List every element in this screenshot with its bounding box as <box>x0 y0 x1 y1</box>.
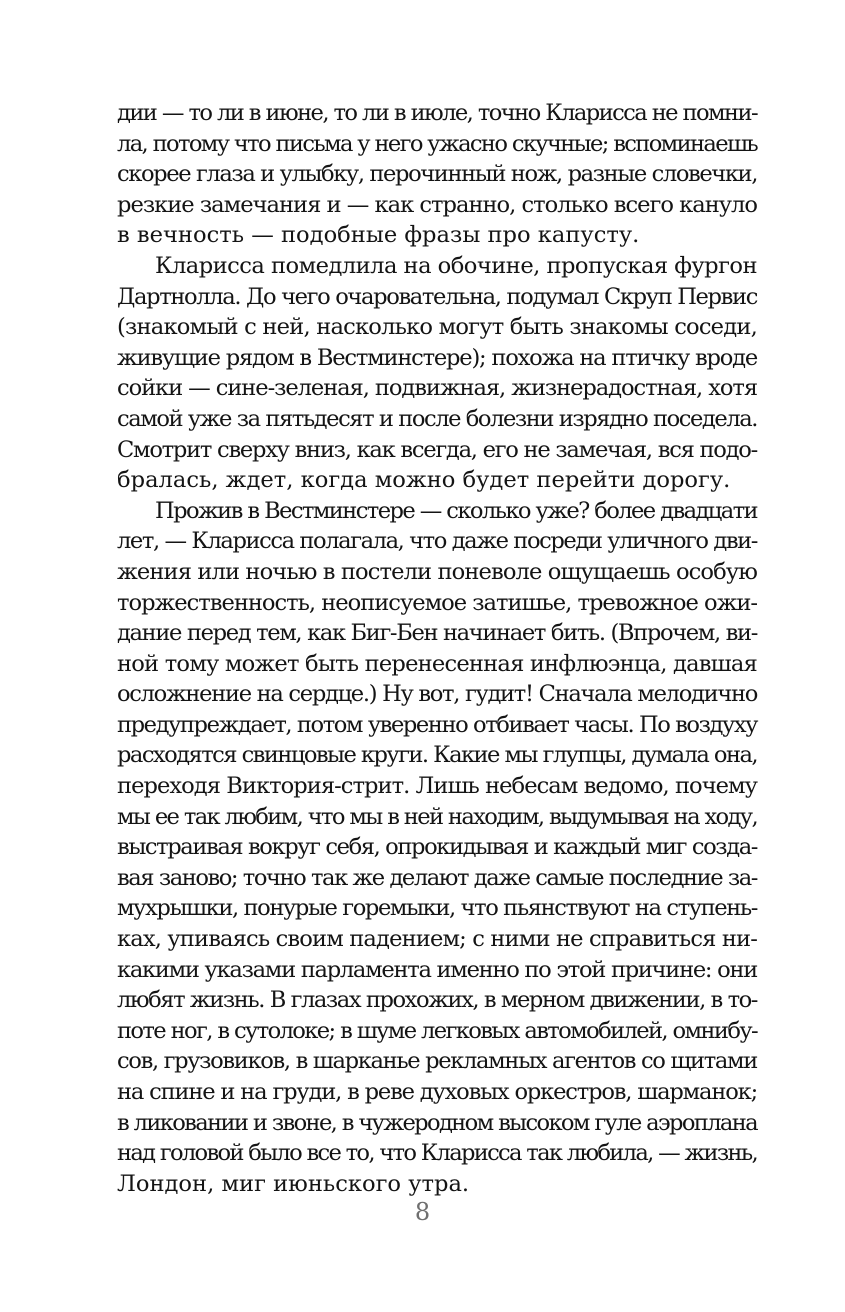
text-line: лет, — Кларисса полагала, что даже посреди уличного дви- <box>117 528 757 555</box>
text-line: в вечность — подобные фразы про капусту. <box>117 222 640 249</box>
text-line: любят жизнь. В глазах прохожих, в мерном движении, в то- <box>117 987 757 1014</box>
text-line: бралась, ждет, когда можно будет перейти дорогу. <box>117 467 731 494</box>
text-line: сов, грузовиков, в шарканье рекламных агентов со щитами <box>117 1048 757 1075</box>
text-line: Смотрит сверху вниз, как всегда, его не замечая, вся подо- <box>117 436 757 463</box>
text-line: в ликовании и звоне, в чужеродном высоком гуле аэроплана <box>117 1109 757 1136</box>
text-line: ках, упиваясь своим падением; с ними не справиться ни- <box>117 926 757 953</box>
text-line: скорее глаза и улыбку, перочинный нож, разные словечки, <box>117 161 757 188</box>
paragraph-2 <box>117 251 757 496</box>
text-line: сойки — сине-зеленая, подвижная, жизнерадостная, хотя <box>117 375 757 402</box>
text-line: дание перед тем, как Биг-Бен начинает бить. (Впрочем, ви- <box>117 620 757 647</box>
paragraph-1 <box>117 98 757 251</box>
text-line: какими указами парламента именно по этой причине: они <box>117 956 757 983</box>
page-number: 8 <box>414 1198 431 1226</box>
text-line: поте ног, в сутолоке; в шуме легковых автомобилей, омнибу- <box>117 1017 758 1044</box>
text-line: над головой было все то, что Кларисса так любила, — жизнь, <box>117 1140 757 1167</box>
text-line: мухрышки, понурые горемыки, что пьянствуют на ступень- <box>117 895 757 922</box>
text-line: Дартнолла. До чего очаровательна, подумал Скруп Первис <box>117 283 757 310</box>
text-line: выстраивая вокруг себя, опрокидывая и каждый миг созда- <box>117 834 757 861</box>
text-line: мы ее так любим, что мы в ней находим, выдумывая на ходу, <box>117 803 757 830</box>
text-line: Кларисса помедлила на обочине, пропуская фургон <box>155 252 757 279</box>
text-line: жения или ночью в постели поневоле ощущаешь особую <box>117 558 757 585</box>
text-line: ной тому может быть перенесенная инфлюэнца, давшая <box>117 650 757 677</box>
body-text <box>117 98 757 1199</box>
text-line: самой уже за пятьдесят и после болезни изрядно поседела. <box>117 405 757 432</box>
text-line: дии — то ли в июне, то ли в июле, точно Кларисса не помни- <box>117 100 757 126</box>
text-line: расходятся свинцовые круги. Какие мы глупцы, думала она, <box>117 742 757 769</box>
text-line: резкие замечания и — как странно, столько всего кануло <box>117 191 757 218</box>
text-line: вая заново; точно так же делают даже самые последние за- <box>117 864 757 891</box>
text-line: (знакомый с ней, насколько могут быть знакомы соседи, <box>117 314 757 341</box>
text-line: на спине и на груди, в реве духовых оркестров, шарманок; <box>117 1079 757 1105</box>
paragraph-3 <box>117 496 757 1200</box>
text-line: живущие рядом в Вестминстере); похожа на птичку вроде <box>117 344 757 371</box>
text-line: торжественность, неописуемое затишье, тревожное ожи- <box>117 589 757 616</box>
text-line: предупреждает, потом уверенно отбивает часы. По воздуху <box>117 711 757 738</box>
text-line: Лондон, миг июньского утра. <box>117 1170 470 1197</box>
text-line: ла, потому что письма у него ужасно скучные; вспоминаешь <box>117 130 757 157</box>
text-line: Прожив в Вестминстере — сколько уже? более двадцати <box>155 497 757 524</box>
text-line: осложнение на сердце.) Ну вот, гудит! Сначала мелодично <box>117 681 757 708</box>
text-line: переходя Виктория-стрит. Лишь небесам ведомо, почему <box>117 773 757 800</box>
